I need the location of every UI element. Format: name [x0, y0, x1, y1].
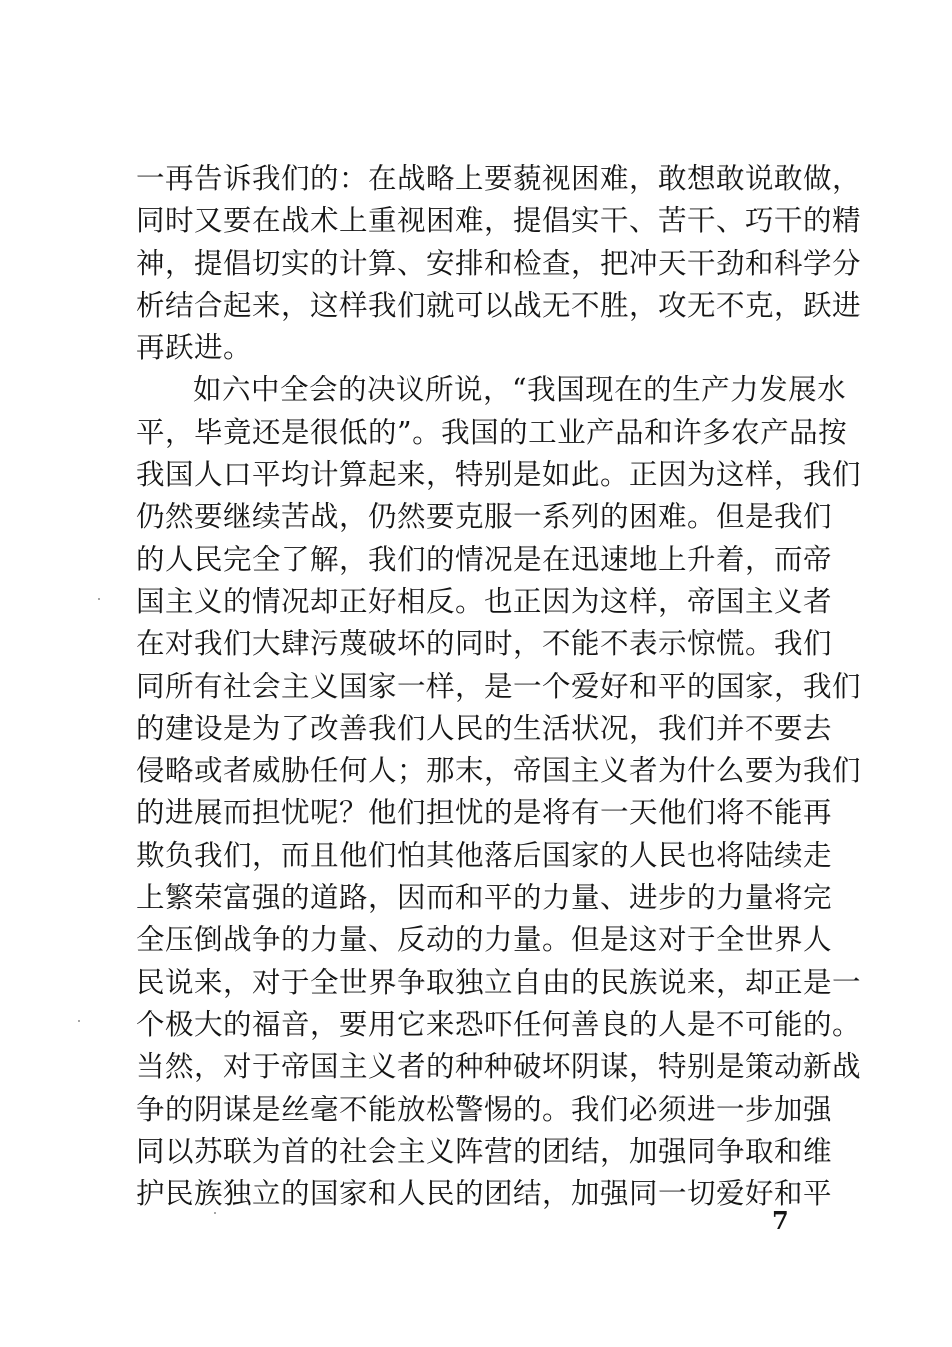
text-line: 我国人口平均计算起来，特别是如此。正因为这样，我们: [136, 458, 862, 492]
text-line: 国主义的情况却正好相反。也正因为这样，帝国主义者: [136, 584, 833, 618]
text-line: 的进展而担忧呢？他们担忧的是将有一天他们将不能再: [136, 796, 833, 830]
scan-speck: [214, 1212, 216, 1214]
text-line: 争的阴谋是丝毫不能放松警惕的。我们必须进一步加强: [136, 1092, 833, 1126]
text-line: 全压倒战争的力量、反动的力量。但是这对于全世界人: [136, 923, 833, 957]
text-line: 在对我们大肆污蔑破坏的同时，不能不表示惊慌。我们: [136, 627, 833, 661]
text-line: 析结合起来，这样我们就可以战无不胜，攻无不克，跃进: [136, 288, 862, 322]
text-line: 同以苏联为首的社会主义阵营的团结，加强同争取和维: [136, 1134, 833, 1168]
text-line: 神，提倡切实的计算、安排和检查，把冲天干劲和科学分: [136, 246, 862, 280]
text-line: 再跃进。: [136, 331, 253, 365]
text-line: 个极大的福音，要用它来恐吓任何善良的人是不可能的。: [136, 1007, 862, 1041]
scan-speck: [78, 1020, 80, 1022]
text-line: 的人民完全了解，我们的情况是在迅速地上升着，而帝: [136, 542, 833, 576]
paragraph-1: [136, 158, 862, 369]
paragraph-2: [136, 369, 862, 1215]
text-line: 同所有社会主义国家一样，是一个爱好和平的国家，我们: [136, 669, 862, 703]
text-line: 同时又要在战术上重视困难，提倡实干、苦干、巧干的精: [136, 204, 862, 238]
text-line: 上繁荣富强的道路，因而和平的力量、进步的力量将完: [136, 881, 833, 915]
body-text: [136, 158, 862, 1215]
text-line: 平，毕竟还是很低的”。我国的工业产品和许多农产品按: [136, 415, 848, 449]
text-line: 护民族独立的国家和人民的团结，加强同一切爱好和平: [136, 1177, 833, 1211]
text-line: 欺负我们，而且他们怕其他落后国家的人民也将陆续走: [136, 838, 833, 872]
text-line: 侵略或者威胁任何人；那末，帝国主义者为什么要为我们: [136, 754, 862, 788]
text-line: 仍然要继续苦战，仍然要克服一系列的困难。但是我们: [136, 500, 833, 534]
text-line: 民说来，对于全世界争取独立自由的民族说来，却正是一: [136, 965, 862, 999]
scan-speck: [98, 598, 100, 600]
text-line: 如六中全会的决议所说，“我国现在的生产力发展水: [193, 373, 847, 407]
text-line: 一再告诉我们的：在战略上要藐视困难，敢想敢说敢做，: [136, 162, 862, 195]
text-line: 的建设是为了改善我们人民的生活状况，我们并不要去: [136, 711, 833, 745]
page-number: 7: [772, 1206, 789, 1235]
text-line: 当然，对于帝国主义者的种种破坏阴谋，特别是策动新战: [136, 1050, 862, 1084]
